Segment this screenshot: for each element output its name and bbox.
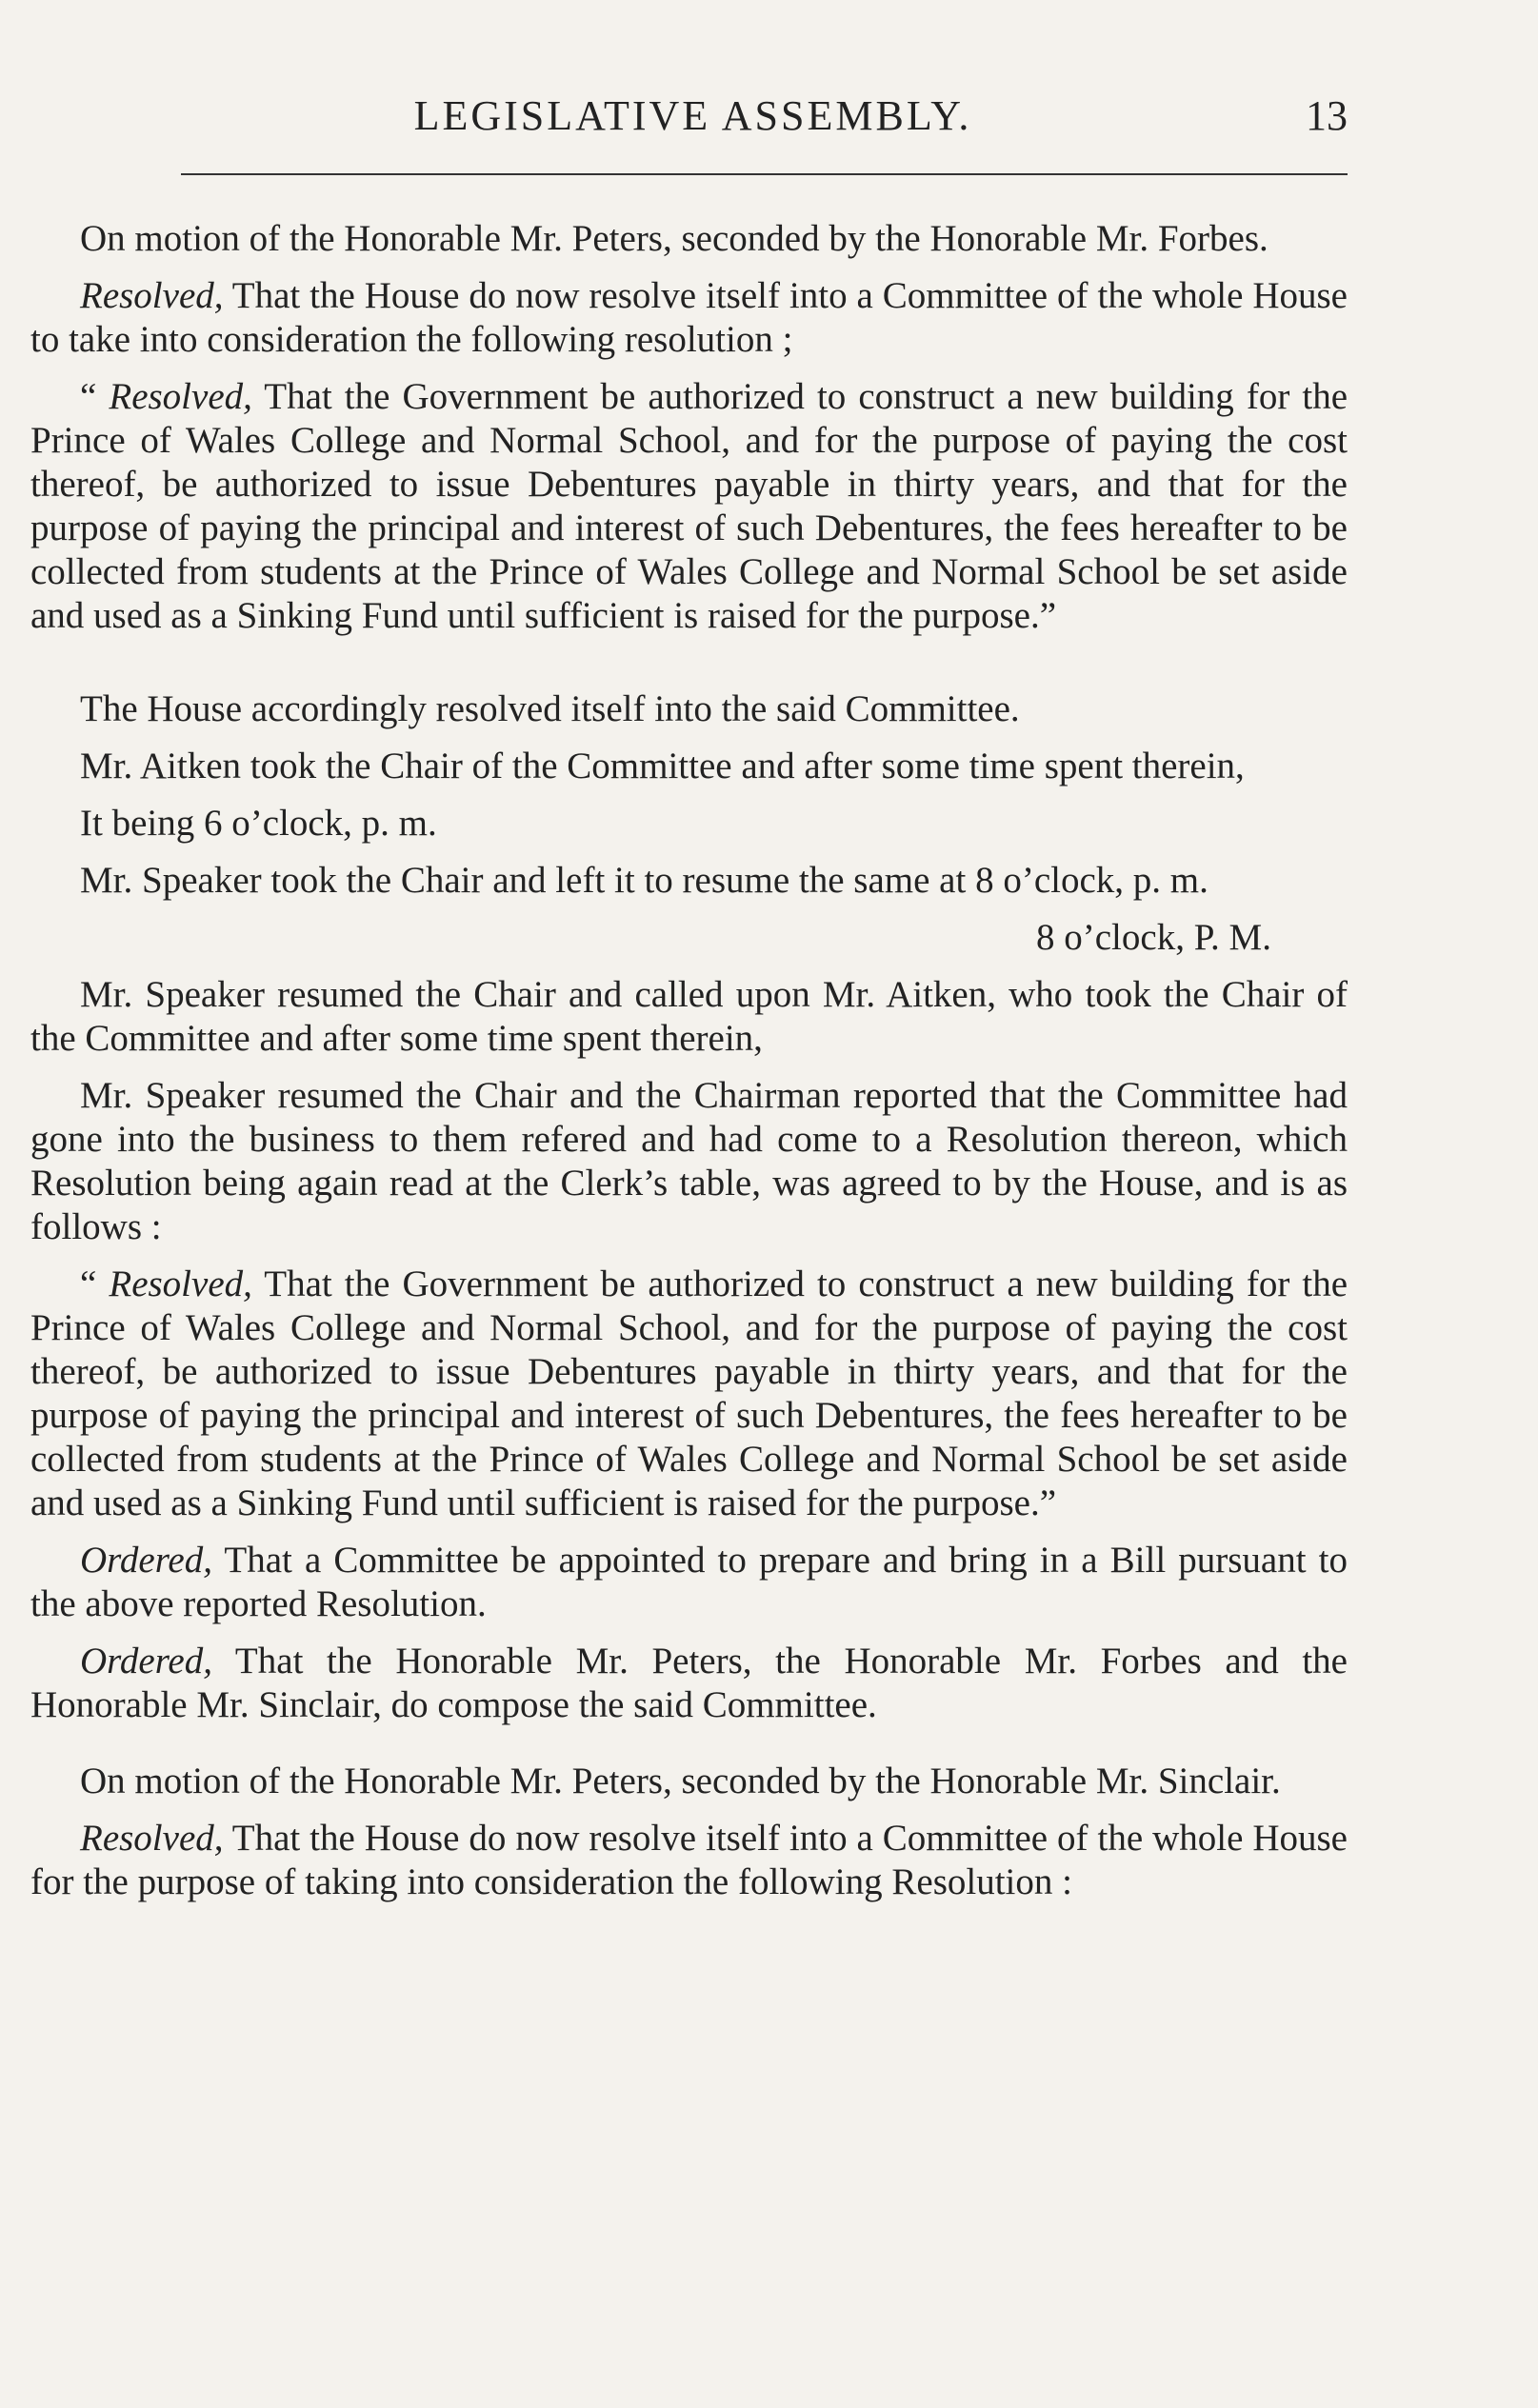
- resolution-paragraph: [30, 274, 1348, 362]
- speaker-paragraph: Mr. Speaker took the Chair and left it to resume the same at 8 o’clock, p. m.: [80, 860, 1208, 901]
- chair-paragraph: Mr. Aitken took the Chair of the Committee and after some time spent therein,: [80, 746, 1245, 786]
- ordered-label: Ordered,: [80, 1641, 212, 1682]
- motion-paragraph: On motion of the Honorable Mr. Peters, seconded by the Honorable Mr. Forbes.: [80, 218, 1268, 259]
- open-quote: “: [80, 376, 97, 417]
- quoted-resolution: [30, 1263, 1348, 1525]
- resolved-label: Resolved,: [109, 1264, 252, 1304]
- resolution-text: That the Government be authorized to construct a new building for the Prince of Wales College and Normal School, and for the purpose of paying the cost thereof, be authorized to issue Debentures payable in thirty years, and that for the purpose of paying the principal and interest of such Debentures, the fees hereafter to be collected from students at the Prince of Wales College and Normal School be set aside and used as a Sinking Fund until sufficient is raised for the purpose.”: [30, 1264, 1348, 1523]
- committee-paragraph: The House accordingly resolved itself into the said Committee.: [80, 688, 1020, 729]
- page-number: 13: [1306, 92, 1348, 139]
- ordered-label: Ordered,: [80, 1540, 212, 1581]
- resolution-paragraph: [30, 1817, 1348, 1904]
- order-text: That a Committee be appointed to prepare and bring in a Bill pursuant to the above reported Resolution.: [30, 1540, 1348, 1624]
- speaker-resumed-paragraph: Mr. Speaker resumed the Chair and called upon Mr. Aitken, who took the Chair of the Committee and after some time spent therein,: [30, 974, 1348, 1059]
- page-header: [38, 91, 1348, 149]
- order-paragraph: [30, 1640, 1348, 1727]
- resolved-label: Resolved,: [80, 1818, 224, 1859]
- resolved-label: Resolved,: [109, 376, 252, 417]
- motion-paragraph: On motion of the Honorable Mr. Peters, seconded by the Honorable Mr. Sinclair.: [80, 1761, 1281, 1801]
- body-text: [30, 217, 1348, 1918]
- open-quote: “: [80, 1264, 97, 1304]
- order-text: That the Honorable Mr. Peters, the Honorable Mr. Forbes and the Honorable Mr. Sinclair, do compose the said Committee.: [30, 1641, 1348, 1725]
- report-paragraph: Mr. Speaker resumed the Chair and the Chairman reported that the Committee had gone into the business to them refered and had come to a Resolution thereon, which Resolution being again read at the Clerk’s table, was agreed to by the House, and is as follows :: [30, 1075, 1348, 1247]
- time-paragraph: It being 6 o’clock, p. m.: [80, 803, 437, 844]
- order-paragraph: [30, 1539, 1348, 1626]
- time-heading: 8 o’clock, P. M.: [1036, 917, 1271, 958]
- running-head: LEGISLATIVE ASSEMBLY.: [413, 92, 972, 139]
- quoted-resolution: [30, 375, 1348, 638]
- header-rule: [181, 173, 1348, 175]
- resolution-text: That the House do now resolve itself into a Committee of the whole House for the purpose of taking into consideration the following Resolution :: [30, 1818, 1348, 1902]
- resolution-text: That the Government be authorized to construct a new building for the Prince of Wales College and Normal School, and for the purpose of paying the cost thereof, be authorized to issue Debentures payable in thirty years, and that for the purpose of paying the principal and interest of such Debentures, the fees hereafter to be collected from students at the Prince of Wales College and Normal School be set aside and used as a Sinking Fund until sufficient is raised for the purpose.”: [30, 376, 1348, 636]
- resolved-label: Resolved,: [80, 275, 224, 316]
- resolution-text: That the House do now resolve itself into a Committee of the whole House to take into consideration the following resolution ;: [30, 275, 1348, 360]
